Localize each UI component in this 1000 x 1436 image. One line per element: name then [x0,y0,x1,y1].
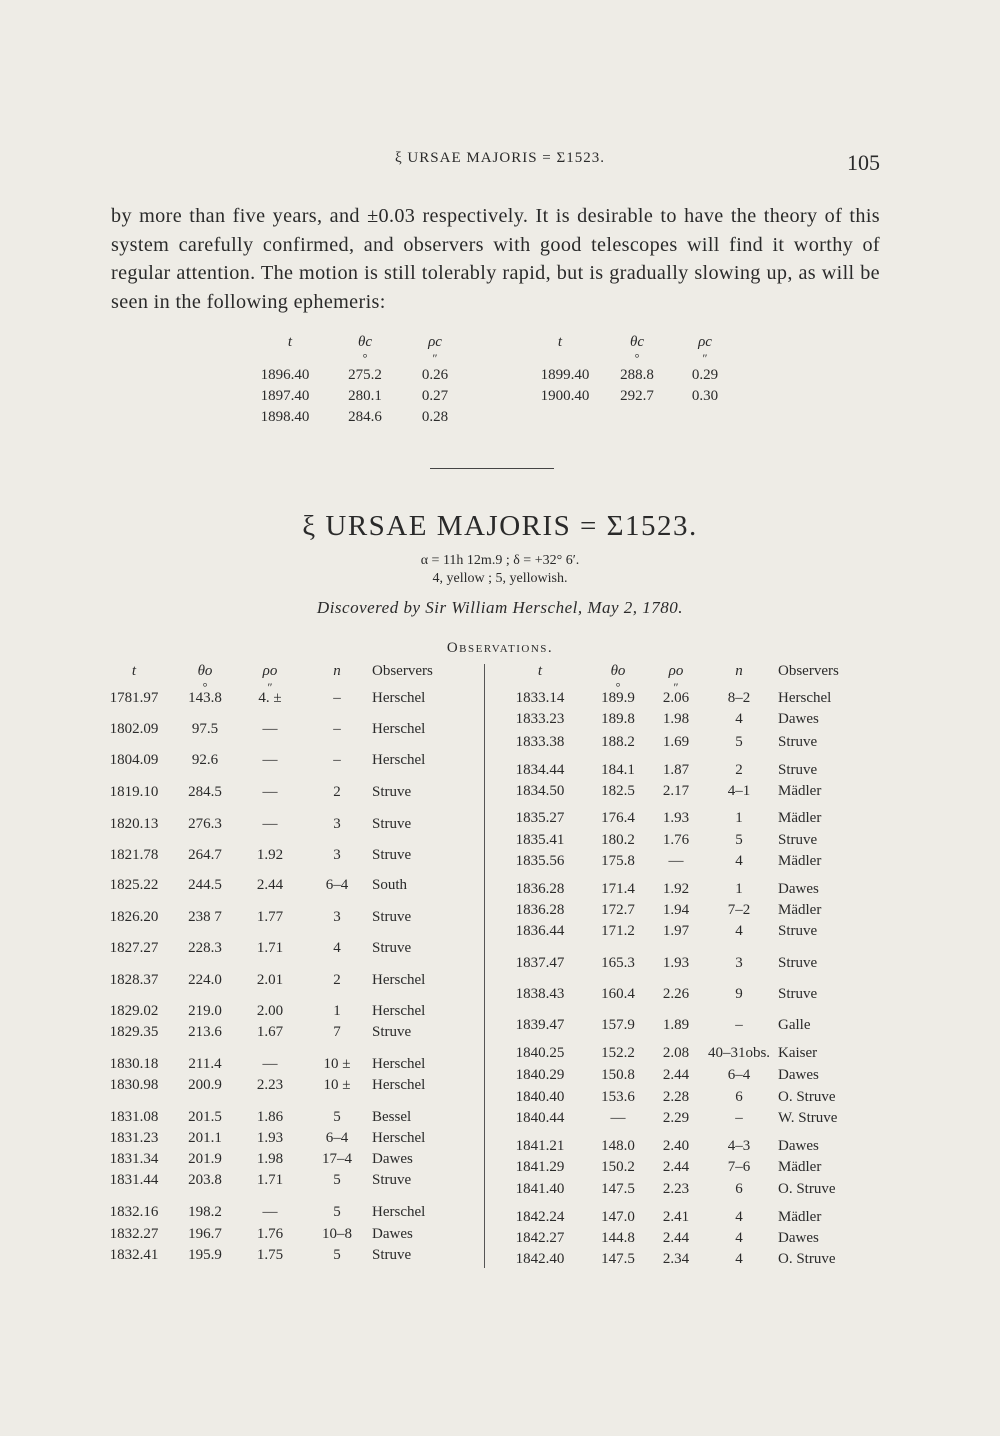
table-cell-rho: — [262,816,278,832]
ephemeris-header-theta: θc [357,334,373,350]
table-cell-rho: 2.44 [256,877,284,893]
table-cell-n: 40–31obs. [707,1045,771,1061]
column-header-observers: Observers [372,663,433,679]
table-cell-rho: 2.29 [662,1110,690,1126]
table-cell-observers: Herschel [778,690,832,706]
table-cell-t: 1834.50 [515,783,565,799]
magnitudes: 4, yellow ; 5, yellowish. [432,571,568,586]
table-cell-rho: 1.98 [256,1151,284,1167]
table-cell-theta: 147.0 [601,1209,635,1225]
table-cell-rho: 2.28 [662,1089,690,1105]
table-cell-theta: 171.2 [601,923,635,939]
table-cell-t: 1840.29 [515,1067,565,1083]
table-cell-observers: Struve [778,762,818,778]
ephemeris-header-rho: ρc [428,334,442,350]
table-cell-theta: 97.5 [191,721,219,737]
table-cell-t: 1833.38 [515,734,565,750]
table-cell-t: 1828.37 [109,972,159,988]
table-cell-rho: 4. ± [258,690,282,706]
ephemeris-unit-arcsec: ″ [432,351,438,365]
table-cell-t: 1840.44 [515,1110,565,1126]
table-cell-observers: Struve [372,784,412,800]
table-cell-n: 7–6 [727,1159,751,1175]
table-cell-observers: Herschel [372,1130,426,1146]
table-cell-t: 1829.02 [109,1003,159,1019]
table-cell-rho: 1.93 [662,810,690,826]
table-cell-t: 1831.44 [109,1172,159,1188]
table-cell-n: 5 [333,1247,341,1263]
table-cell-observers: Dawes [778,1138,819,1154]
table-cell-rho: 1.67 [256,1024,284,1040]
table-cell-n: 2 [735,762,743,778]
table-cell-theta: 201.1 [188,1130,222,1146]
table-cell-t: 1827.27 [109,940,159,956]
table-cell-rho: 2.44 [662,1230,690,1246]
table-cell-n: 6–4 [325,877,349,893]
table-cell-observers: Struve [372,1172,412,1188]
table-cell-theta: 143.8 [188,690,222,706]
table-cell-n: 6–4 [727,1067,751,1083]
table-cell-rho: 2.01 [256,972,284,988]
table-cell-theta: 92.6 [191,752,219,768]
table-cell-n: 10 ± [323,1056,351,1072]
table-cell-rho: 1.76 [256,1226,284,1242]
table-cell-theta: 150.2 [601,1159,635,1175]
table-cell-theta: 184.1 [601,762,635,778]
table-cell-t: 1835.27 [515,810,565,826]
table-cell-theta: 196.7 [188,1226,222,1242]
table-cell-theta: 228.3 [188,940,222,956]
ephemeris-cell: 288.8 [620,367,654,383]
table-cell-theta: 211.4 [188,1056,222,1072]
table-cell-observers: Dawes [372,1226,413,1242]
table-cell-t: 1839.47 [515,1017,565,1033]
table-cell-n: 3 [333,909,341,925]
table-cell-theta: 172.7 [601,902,635,918]
ephemeris-cell: 280.1 [348,388,382,404]
table-cell-theta: 201.9 [188,1151,222,1167]
table-cell-n: 1 [735,810,743,826]
column-header-n: n [333,663,341,679]
column-header-rho: ρo [262,663,278,679]
column-header-theta: θo [197,663,213,679]
table-cell-n: 7 [333,1024,341,1040]
table-cell-t: 1833.14 [515,690,565,706]
table-cell-n: 6 [735,1089,743,1105]
table-cell-n: 9 [735,986,743,1002]
table-cell-theta: 171.4 [601,881,635,897]
table-cell-rho: 2.06 [662,690,690,706]
running-head: ξ URSAE MAJORIS = Σ1523. [395,150,605,166]
table-cell-rho: 2.40 [662,1138,690,1154]
table-cell-theta: 238 7 [188,909,222,925]
ephemeris-header-theta: θc [629,334,645,350]
table-cell-t: 1835.41 [515,832,565,848]
table-cell-t: 1821.78 [109,847,159,863]
table-cell-t: 1833.23 [515,711,565,727]
table-cell-n: – [735,1110,743,1126]
table-cell-t: 1830.98 [109,1077,159,1093]
table-cell-n: 1 [333,1003,341,1019]
ephemeris-unit-arcsec: ″ [702,351,708,365]
table-cell-rho: — [262,784,278,800]
table-cell-t: 1825.22 [109,877,159,893]
table-cell-rho: 2.44 [662,1067,690,1083]
table-cell-rho: 1.94 [662,902,690,918]
ephemeris-cell: 1899.40 [540,367,590,383]
table-cell-observers: Mädler [778,783,822,799]
body-paragraph: by more than five years, and ±0.03 respectively. It is desirable to have the theory of this system carefully confirmed, and observers with good telescopes will find it worthy of regular attention. The motion is still tolerably rapid, but is gradually slowing up, as will be seen in the following ephemeris: [111,205,880,313]
ephemeris-cell: 284.6 [348,409,382,425]
ephemeris-unit-degree: ° [634,351,640,365]
column-unit: ° [615,680,621,694]
table-cell-theta: 195.9 [188,1247,222,1263]
table-cell-rho: 1.76 [662,832,690,848]
table-cell-n: 4 [735,1251,743,1267]
table-cell-observers: Mädler [778,902,822,918]
column-header-theta: θo [610,663,626,679]
table-cell-n: 4 [735,1230,743,1246]
ephemeris-cell: 1900.40 [540,388,590,404]
table-cell-observers: Struve [372,940,412,956]
ephemeris-cell: 0.29 [691,367,719,383]
table-cell-n: 4 [333,940,341,956]
column-header-observers: Observers [778,663,839,679]
table-cell-observers: Herschel [372,1077,426,1093]
page-number: 105 [847,150,880,175]
ephemeris-cell: 0.26 [421,367,449,383]
table-cell-observers: Mädler [778,853,822,869]
table-cell-n: – [333,721,341,737]
table-cell-theta: 180.2 [601,832,635,848]
table-cell-rho: — [262,1204,278,1220]
table-cell-rho: 2.23 [256,1077,284,1093]
table-cell-observers: W. Struve [778,1110,838,1126]
table-cell-rho: — [262,1056,278,1072]
table-cell-theta: 152.2 [601,1045,635,1061]
table-cell-theta: 160.4 [601,986,635,1002]
table-cell-theta: 224.0 [188,972,222,988]
table-cell-n: 2 [333,784,341,800]
table-cell-n: 4–1 [727,783,751,799]
table-cell-t: 1802.09 [109,721,159,737]
table-cell-observers: South [372,877,408,893]
table-cell-rho: 1.98 [662,711,690,727]
table-cell-t: 1832.27 [109,1226,159,1242]
table-cell-t: 1832.16 [109,1204,159,1220]
table-cell-theta: 150.8 [601,1067,635,1083]
table-cell-theta: 153.6 [601,1089,635,1105]
table-cell-t: 1819.10 [109,784,159,800]
table-cell-theta: 147.5 [601,1251,635,1267]
table-cell-t: 1832.41 [109,1247,159,1263]
table-cell-observers: Dawes [778,881,819,897]
table-cell-theta: 219.0 [188,1003,222,1019]
table-cell-observers: O. Struve [778,1181,836,1197]
table-cell-observers: O. Struve [778,1089,836,1105]
table-cell-n: 7–2 [727,902,751,918]
table-cell-t: 1841.21 [515,1138,565,1154]
table-cell-t: 1831.23 [109,1130,159,1146]
table-cell-theta: 188.2 [601,734,635,750]
ephemeris-header-t: t [287,334,293,350]
table-cell-theta: 165.3 [601,955,635,971]
table-cell-t: 1781.97 [109,690,159,706]
table-cell-t: 1841.40 [515,1181,565,1197]
table-cell-rho: — [668,853,684,869]
table-cell-observers: Bessel [372,1109,412,1125]
table-cell-n: 4–3 [727,1138,751,1154]
table-cell-n: – [333,752,341,768]
table-cell-theta: 200.9 [188,1077,222,1093]
table-cell-observers: Herschel [372,721,426,737]
table-cell-t: 1842.24 [515,1209,565,1225]
table-cell-n: 10–8 [322,1226,352,1242]
table-cell-theta: 182.5 [601,783,635,799]
table-cell-observers: Mädler [778,810,822,826]
table-cell-theta: 284.5 [188,784,222,800]
table-cell-t: 1830.18 [109,1056,159,1072]
table-cell-theta: — [610,1110,626,1126]
table-cell-observers: Herschel [372,690,426,706]
column-header-t: t [131,663,137,679]
table-cell-observers: Dawes [778,711,819,727]
table-cell-observers: Struve [778,923,818,939]
table-cell-n: 8–2 [727,690,751,706]
table-cell-n: 6–4 [325,1130,349,1146]
table-cell-rho: 1.97 [662,923,690,939]
table-cell-n: 17–4 [322,1151,352,1167]
table-cell-n: 4 [735,923,743,939]
table-cell-observers: Herschel [372,1056,426,1072]
table-cell-t: 1820.13 [109,816,159,832]
column-unit: ″ [673,680,679,694]
coordinates: α = 11h 12m.9 ; δ = +32° 6′. [420,553,580,568]
table-cell-n: 4 [735,1209,743,1225]
table-cell-n: 4 [735,711,743,727]
table-cell-t: 1841.29 [515,1159,565,1175]
table-cell-rho: 2.44 [662,1159,690,1175]
column-header-t: t [537,663,543,679]
table-cell-observers: Kaiser [778,1045,818,1061]
table-cell-theta: 264.7 [188,847,222,863]
table-cell-rho: — [262,721,278,737]
table-cell-t: 1834.44 [515,762,565,778]
table-cell-theta: 148.0 [601,1138,635,1154]
table-cell-rho: 2.34 [662,1251,690,1267]
table-cell-n: 2 [333,972,341,988]
table-cell-t: 1840.25 [515,1045,565,1061]
column-header-n: n [735,663,743,679]
ephemeris-unit-degree: ° [362,351,368,365]
ephemeris-header-t: t [557,334,563,350]
table-cell-rho: 1.93 [256,1130,284,1146]
table-cell-observers: Struve [778,734,818,750]
ephemeris-cell: 0.28 [421,409,449,425]
table-cell-rho: 2.08 [662,1045,690,1061]
table-cell-rho: 2.41 [662,1209,690,1225]
ephemeris-cell: 292.7 [620,388,654,404]
table-cell-rho: 1.89 [662,1017,690,1033]
table-cell-rho: 2.26 [662,986,690,1002]
table-cell-t: 1836.28 [515,881,565,897]
ephemeris-cell: 275.2 [348,367,382,383]
table-cell-t: 1836.28 [515,902,565,918]
table-cell-n: 5 [735,734,743,750]
ephemeris-header-rho: ρc [698,334,712,350]
table-cell-rho: 2.00 [256,1003,284,1019]
ephemeris-cell: 0.27 [421,388,449,404]
table-cell-t: 1831.34 [109,1151,159,1167]
table-cell-observers: Galle [778,1017,811,1033]
ephemeris-cell: 1897.40 [260,388,310,404]
table-cell-observers: Struve [372,1024,412,1040]
table-cell-t: 1831.08 [109,1109,159,1125]
table-cell-t: 1842.40 [515,1251,565,1267]
table-cell-rho: 1.92 [662,881,690,897]
table-cell-rho: 1.69 [662,734,690,750]
table-cell-rho: 2.17 [662,783,690,799]
table-cell-t: 1804.09 [109,752,159,768]
table-cell-n: 3 [333,847,341,863]
table-cell-theta: 244.5 [188,877,222,893]
table-cell-theta: 189.9 [601,690,635,706]
table-cell-n: 5 [333,1204,341,1220]
table-cell-theta: 144.8 [601,1230,635,1246]
observations-title: Observations. [446,640,554,656]
table-cell-theta: 176.4 [601,810,635,826]
table-cell-t: 1835.56 [515,853,565,869]
table-cell-t: 1837.47 [515,955,565,971]
table-cell-rho: 1.71 [256,1172,284,1188]
table-cell-n: – [333,690,341,706]
table-cell-rho: 1.92 [256,847,284,863]
table-cell-theta: 147.5 [601,1181,635,1197]
table-cell-n: 5 [333,1109,341,1125]
table-cell-n: – [735,1017,743,1033]
table-cell-observers: Struve [372,909,412,925]
table-cell-rho: 2.23 [662,1181,690,1197]
table-cell-theta: 201.5 [188,1109,222,1125]
table-cell-t: 1842.27 [515,1230,565,1246]
table-cell-theta: 276.3 [188,816,222,832]
discovery-note: Discovered by Sir William Herschel, May 2, 1780. [316,598,684,617]
table-cell-t: 1829.35 [109,1024,159,1040]
table-cell-theta: 175.8 [601,853,635,869]
ephemeris-cell: 0.30 [691,388,719,404]
table-cell-observers: Herschel [372,1003,426,1019]
table-cell-theta: 213.6 [188,1024,222,1040]
table-cell-observers: Struve [778,986,818,1002]
table-cell-n: 4 [735,853,743,869]
table-cell-rho: 1.86 [256,1109,284,1125]
table-cell-theta: 203.8 [188,1172,222,1188]
table-cell-rho: 1.71 [256,940,284,956]
table-cell-observers: Struve [778,955,818,971]
table-cell-n: 5 [333,1172,341,1188]
column-unit: ″ [267,680,273,694]
table-cell-theta: 157.9 [601,1017,635,1033]
table-cell-theta: 198.2 [188,1204,222,1220]
table-cell-n: 1 [735,881,743,897]
table-cell-rho: 1.75 [256,1247,284,1263]
ephemeris-cell: 1896.40 [260,367,310,383]
section-title: ξ URSAE MAJORIS = Σ1523. [302,510,698,542]
table-cell-t: 1826.20 [109,909,159,925]
table-cell-observers: Dawes [778,1230,819,1246]
table-cell-n: 3 [735,955,743,971]
table-cell-rho: 1.87 [662,762,690,778]
table-cell-observers: Struve [372,847,412,863]
table-cell-t: 1838.43 [515,986,565,1002]
table-cell-observers: Herschel [372,972,426,988]
column-unit: ° [202,680,208,694]
table-cell-n: 3 [333,816,341,832]
table-cell-observers: Herschel [372,752,426,768]
table-cell-n: 6 [735,1181,743,1197]
table-cell-theta: 189.8 [601,711,635,727]
table-cell-observers: Struve [372,1247,412,1263]
table-cell-observers: Dawes [778,1067,819,1083]
table-cell-observers: Herschel [372,1204,426,1220]
table-cell-t: 1840.40 [515,1089,565,1105]
table-cell-rho: 1.77 [256,909,284,925]
table-cell-observers: Mädler [778,1209,822,1225]
table-cell-observers: Mädler [778,1159,822,1175]
table-cell-observers: Struve [372,816,412,832]
column-header-rho: ρo [668,663,684,679]
table-cell-rho: 1.93 [662,955,690,971]
table-cell-t: 1836.44 [515,923,565,939]
table-cell-rho: — [262,752,278,768]
ephemeris-cell: 1898.40 [260,409,310,425]
table-cell-n: 10 ± [323,1077,351,1093]
table-cell-n: 5 [735,832,743,848]
table-cell-observers: Struve [778,832,818,848]
table-cell-observers: O. Struve [778,1251,836,1267]
table-cell-observers: Dawes [372,1151,413,1167]
